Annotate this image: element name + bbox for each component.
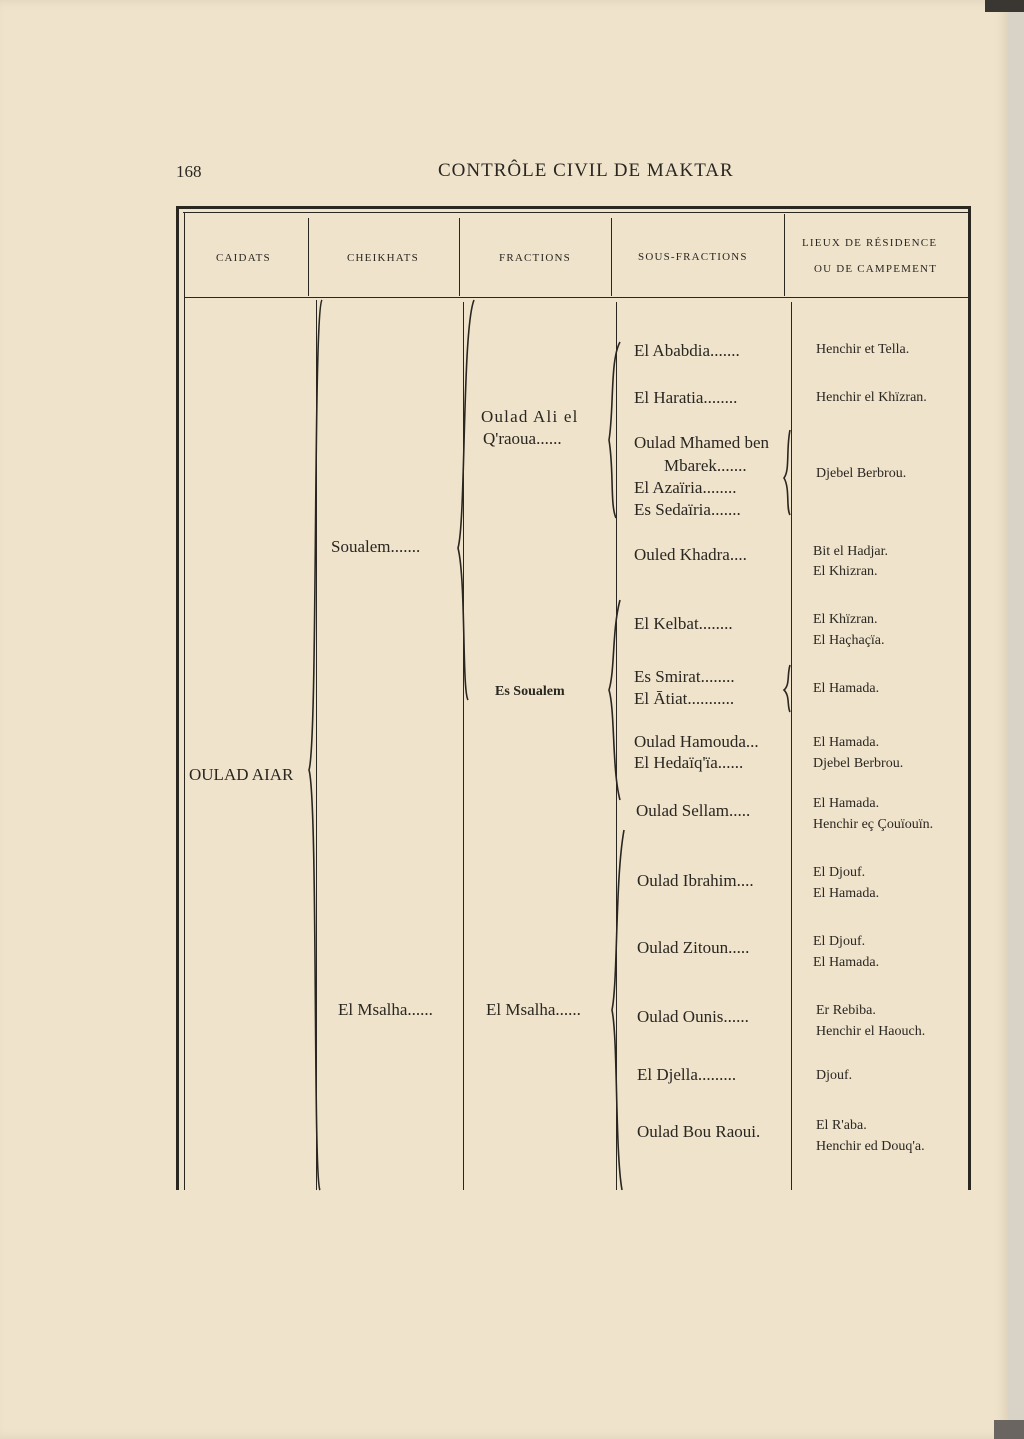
lieu: Henchir el Khïzran. <box>816 390 927 405</box>
cheikhat-el-msalha: El Msalha...... <box>338 1000 433 1019</box>
brace-el-msalha <box>612 830 624 1190</box>
lieu: Henchir eç Çouïouïn. <box>813 817 934 832</box>
sous-fraction: Oulad Ibrahim.... <box>637 871 754 890</box>
caidat-oulad-aiar: OULAD AIAR <box>189 765 294 784</box>
lieu: Djebel Berbrou. <box>813 756 904 771</box>
lieu: El Hamada. <box>813 735 880 750</box>
brace-smirat-group <box>784 665 790 712</box>
sous-fraction: Oulad Zitoun..... <box>637 938 750 957</box>
sous-fraction: Oulad Sellam..... <box>636 801 751 820</box>
fraction-oulad-ali: Oulad Ali el <box>481 407 579 426</box>
lieu: Henchir et Tella. <box>816 342 910 357</box>
lieu: El R'aba. <box>816 1118 867 1133</box>
brace-mhamed-group <box>784 430 790 515</box>
sous-fraction: El Azaïria........ <box>634 478 737 497</box>
header-sous-fractions: SOUS-FRACTIONS <box>638 251 748 263</box>
lieu: Djouf. <box>816 1068 853 1083</box>
header-lieux-line2: OU DE CAMPEMENT <box>814 263 938 275</box>
sous-fraction: Es Smirat........ <box>634 667 735 686</box>
lieu: Bit el Hadjar. <box>813 544 889 559</box>
sous-fraction: Ouled Khadra.... <box>634 545 747 564</box>
page-title: CONTRÔLE CIVIL DE MAKTAR <box>438 160 734 181</box>
lieu: El Hamada. <box>813 955 880 970</box>
header-fractions: FRACTIONS <box>499 252 571 264</box>
lieu: El Hamada. <box>813 796 880 811</box>
sous-fraction: Oulad Mhamed ben <box>634 433 770 452</box>
header-lieux-line1: LIEUX DE RÉSIDENCE <box>802 237 938 249</box>
sous-fraction: Oulad Hamouda... <box>634 732 759 751</box>
cheikhat-soualem: Soualem....... <box>331 537 421 556</box>
sous-fraction: El Ababdia....... <box>634 341 740 360</box>
sous-fraction: El Ātiat........... <box>634 689 735 708</box>
fraction-oulad-ali-cont: Q'raoua...... <box>483 429 562 448</box>
sous-fraction: El Hedaïq'ïa...... <box>634 753 744 772</box>
sous-fraction-cont: Mbarek....... <box>664 456 747 475</box>
lieu: El Hamada. <box>813 681 880 696</box>
lieu: El Djouf. <box>813 865 866 880</box>
brace-oulad-ali <box>609 342 620 518</box>
sous-fraction: Oulad Ounis...... <box>637 1007 749 1026</box>
lieu: El Haçhaçïa. <box>813 633 885 648</box>
sous-fraction: El Haratia........ <box>634 388 738 407</box>
lieu: Er Rebiba. <box>816 1003 876 1018</box>
fraction-el-msalha: El Msalha...... <box>486 1000 581 1019</box>
brace-soualem <box>458 300 474 700</box>
lieu: Djebel Berbrou. <box>816 466 907 481</box>
header-caidats: CAIDATS <box>216 252 271 264</box>
lieu: El Djouf. <box>813 934 866 949</box>
page-number: 168 <box>176 162 202 181</box>
lieu: El Hamada. <box>813 886 880 901</box>
lieu: El Khïzran. <box>813 612 878 627</box>
header-cheikhats: CHEIKHATS <box>347 252 419 264</box>
lieu: El Khizran. <box>813 564 878 579</box>
brace-caidat <box>309 300 322 1190</box>
lieu: Henchir ed Douq'a. <box>816 1139 925 1154</box>
lieu: Henchir el Haouch. <box>816 1024 926 1039</box>
sous-fraction: Es Sedaïria....... <box>634 500 741 519</box>
sous-fraction: Oulad Bou Raoui. <box>637 1122 761 1141</box>
sous-fraction: El Kelbat........ <box>634 614 733 633</box>
sous-fraction: El Djella......... <box>637 1065 737 1084</box>
brace-es-soualem <box>609 600 620 800</box>
fraction-es-soualem: Es Soualem <box>495 684 565 699</box>
